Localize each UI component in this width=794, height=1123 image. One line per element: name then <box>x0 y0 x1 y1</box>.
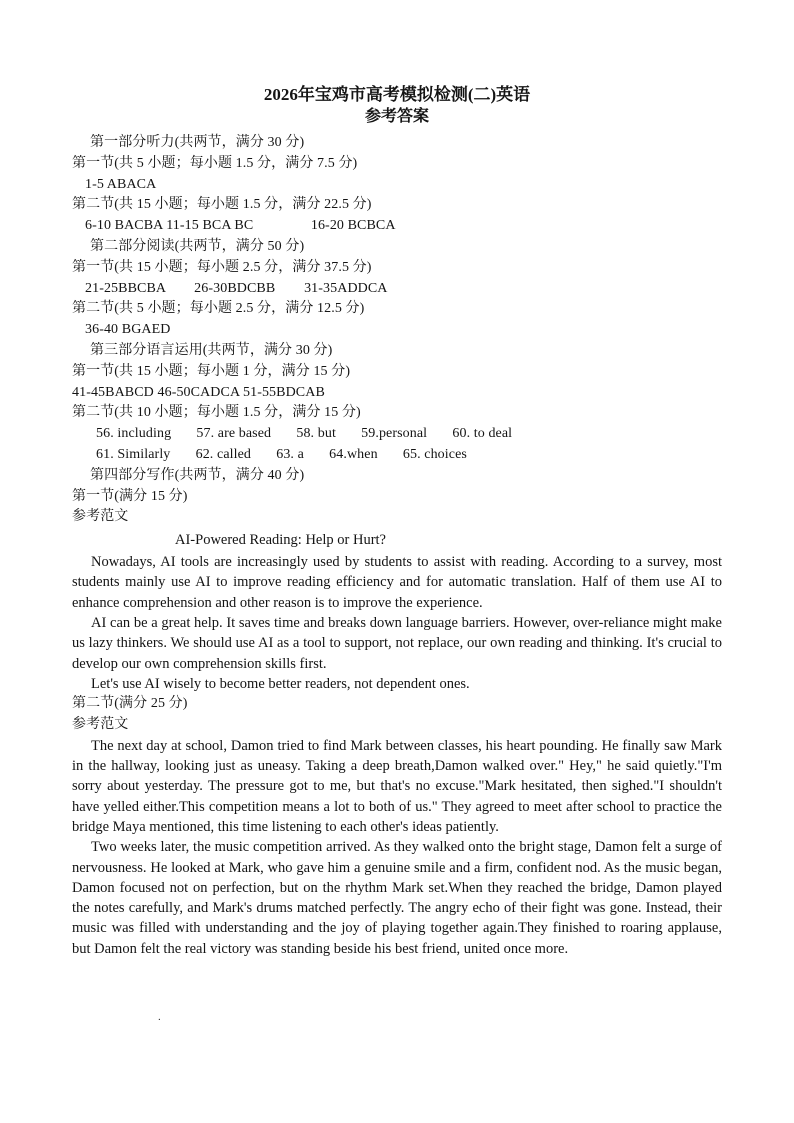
document-subtitle: 参考答案 <box>364 108 429 125</box>
writing-section2-heading: 第二节(满分 25 分) <box>72 696 188 712</box>
answers-41-55: 41-45BABCD 46-50CADCA 51-55BDCAB <box>72 384 325 400</box>
answers-21-35: 21-25BBCBA 26-30BDCBB 31-35ADDCA <box>85 280 388 296</box>
essay1-paragraph-2: AI can be a great help. It saves time and breaks down language barriers. However, over-reliance might make us lazy thinkers. We should use AI as a tool to support, not replace, our own reading and thinking. It's crucial to develop our own comprehension skills first. <box>72 615 722 672</box>
answers-36-40: 36-40 BGAED <box>85 322 171 338</box>
model-essay-label-2: 参考范文 <box>72 717 129 733</box>
part1-section1-heading: 第一节(共 5 小题；每小题 1.5 分，满分 7.5 分) <box>72 155 358 171</box>
essay2-paragraph-2: Two weeks later, the music competition arrived. As they walked onto the bright stage, Damon felt a surge of nervousness. He looked at Mark, who gave him a genuine smile and a firm, confident nod. As the music began, Damon focused not on perfection, but on the rhythm Mark set.When they reached the bridge, Damon played the notes carefully, and Mark's drums matched perfectly. The angry echo of their fight was gone. Instead, their music was filled with understanding and the joy of playing together again.They finished to roaring applause, but Damon felt the real victory was standing beside his best friend, united once more. <box>72 839 722 957</box>
part3-section2-heading: 第二节(共 10 小题；每小题 1.5 分，满分 15 分) <box>72 405 361 421</box>
model-essay-label-1: 参考范文 <box>72 509 129 525</box>
essay1-paragraph-3: Let's use AI wisely to become better readers, not dependent ones. <box>91 675 470 692</box>
part3-section1-heading: 第一节(共 15 小题；每小题 1 分，满分 15 分) <box>72 363 351 379</box>
document-title: 2026年宝鸡市高考模拟检测(二)英语 <box>263 85 531 104</box>
part4-writing-heading: 第四部分写作(共两节，满分 40 分) <box>90 467 305 483</box>
part1-section2-heading: 第二节(共 15 小题；每小题 1.5 分，满分 22.5 分) <box>72 197 372 213</box>
answers-6-20: 6-10 BACBA 11-15 BCA BC 16-20 BCBCA <box>85 218 396 234</box>
essay1-title: AI-Powered Reading: Help or Hurt? <box>175 532 386 549</box>
part2-reading-heading: 第二部分阅读(共两节，满分 50 分) <box>90 238 305 254</box>
part1-listening-heading: 第一部分听力(共两节，满分 30 分) <box>90 135 305 150</box>
part3-language-use-heading: 第三部分语言运用(共两节，满分 30 分) <box>90 342 333 358</box>
answers-1-5: 1-5 ABACA <box>85 176 157 192</box>
writing-section1-heading: 第一节(满分 15 分) <box>72 488 188 504</box>
essay1-paragraph-1: Nowadays, AI tools are increasingly used by students to assist with reading. According to a survey, most students mainly use AI to improve reading efficiency and for automatic translation. Half of them use AI to enhance comprehension and other reason is to improve the experience. <box>72 554 722 611</box>
answers-56-60: 56. including 57. are based 58. but 59.personal 60. to deal <box>96 426 513 442</box>
part2-section1-heading: 第一节(共 15 小题；每小题 2.5 分，满分 37.5 分) <box>72 259 372 275</box>
essay2-paragraph-1: The next day at school, Damon tried to find Mark between classes, his heart pounding. He finally saw Mark in the hallway, looking just as uneasy. Taking a deep breath,Damon walked over." Hey," he said quietly."I'm sorry about yesterday. The pressure got to me, but that's no excuse."Mark hesitated, then sighed."I shouldn't have yelled either.This competition means a lot to both of us." They agreed to meet after school to practice the bridge Maya mentioned, this time listening to each other's ideas patiently. <box>72 737 722 835</box>
stray-mark: . <box>158 1011 161 1023</box>
part2-section2-heading: 第二节(共 5 小题；每小题 2.5 分，满分 12.5 分) <box>72 301 365 317</box>
answers-61-65: 61. Similarly 62. called 63. a 64.when 65. choices <box>96 446 467 462</box>
